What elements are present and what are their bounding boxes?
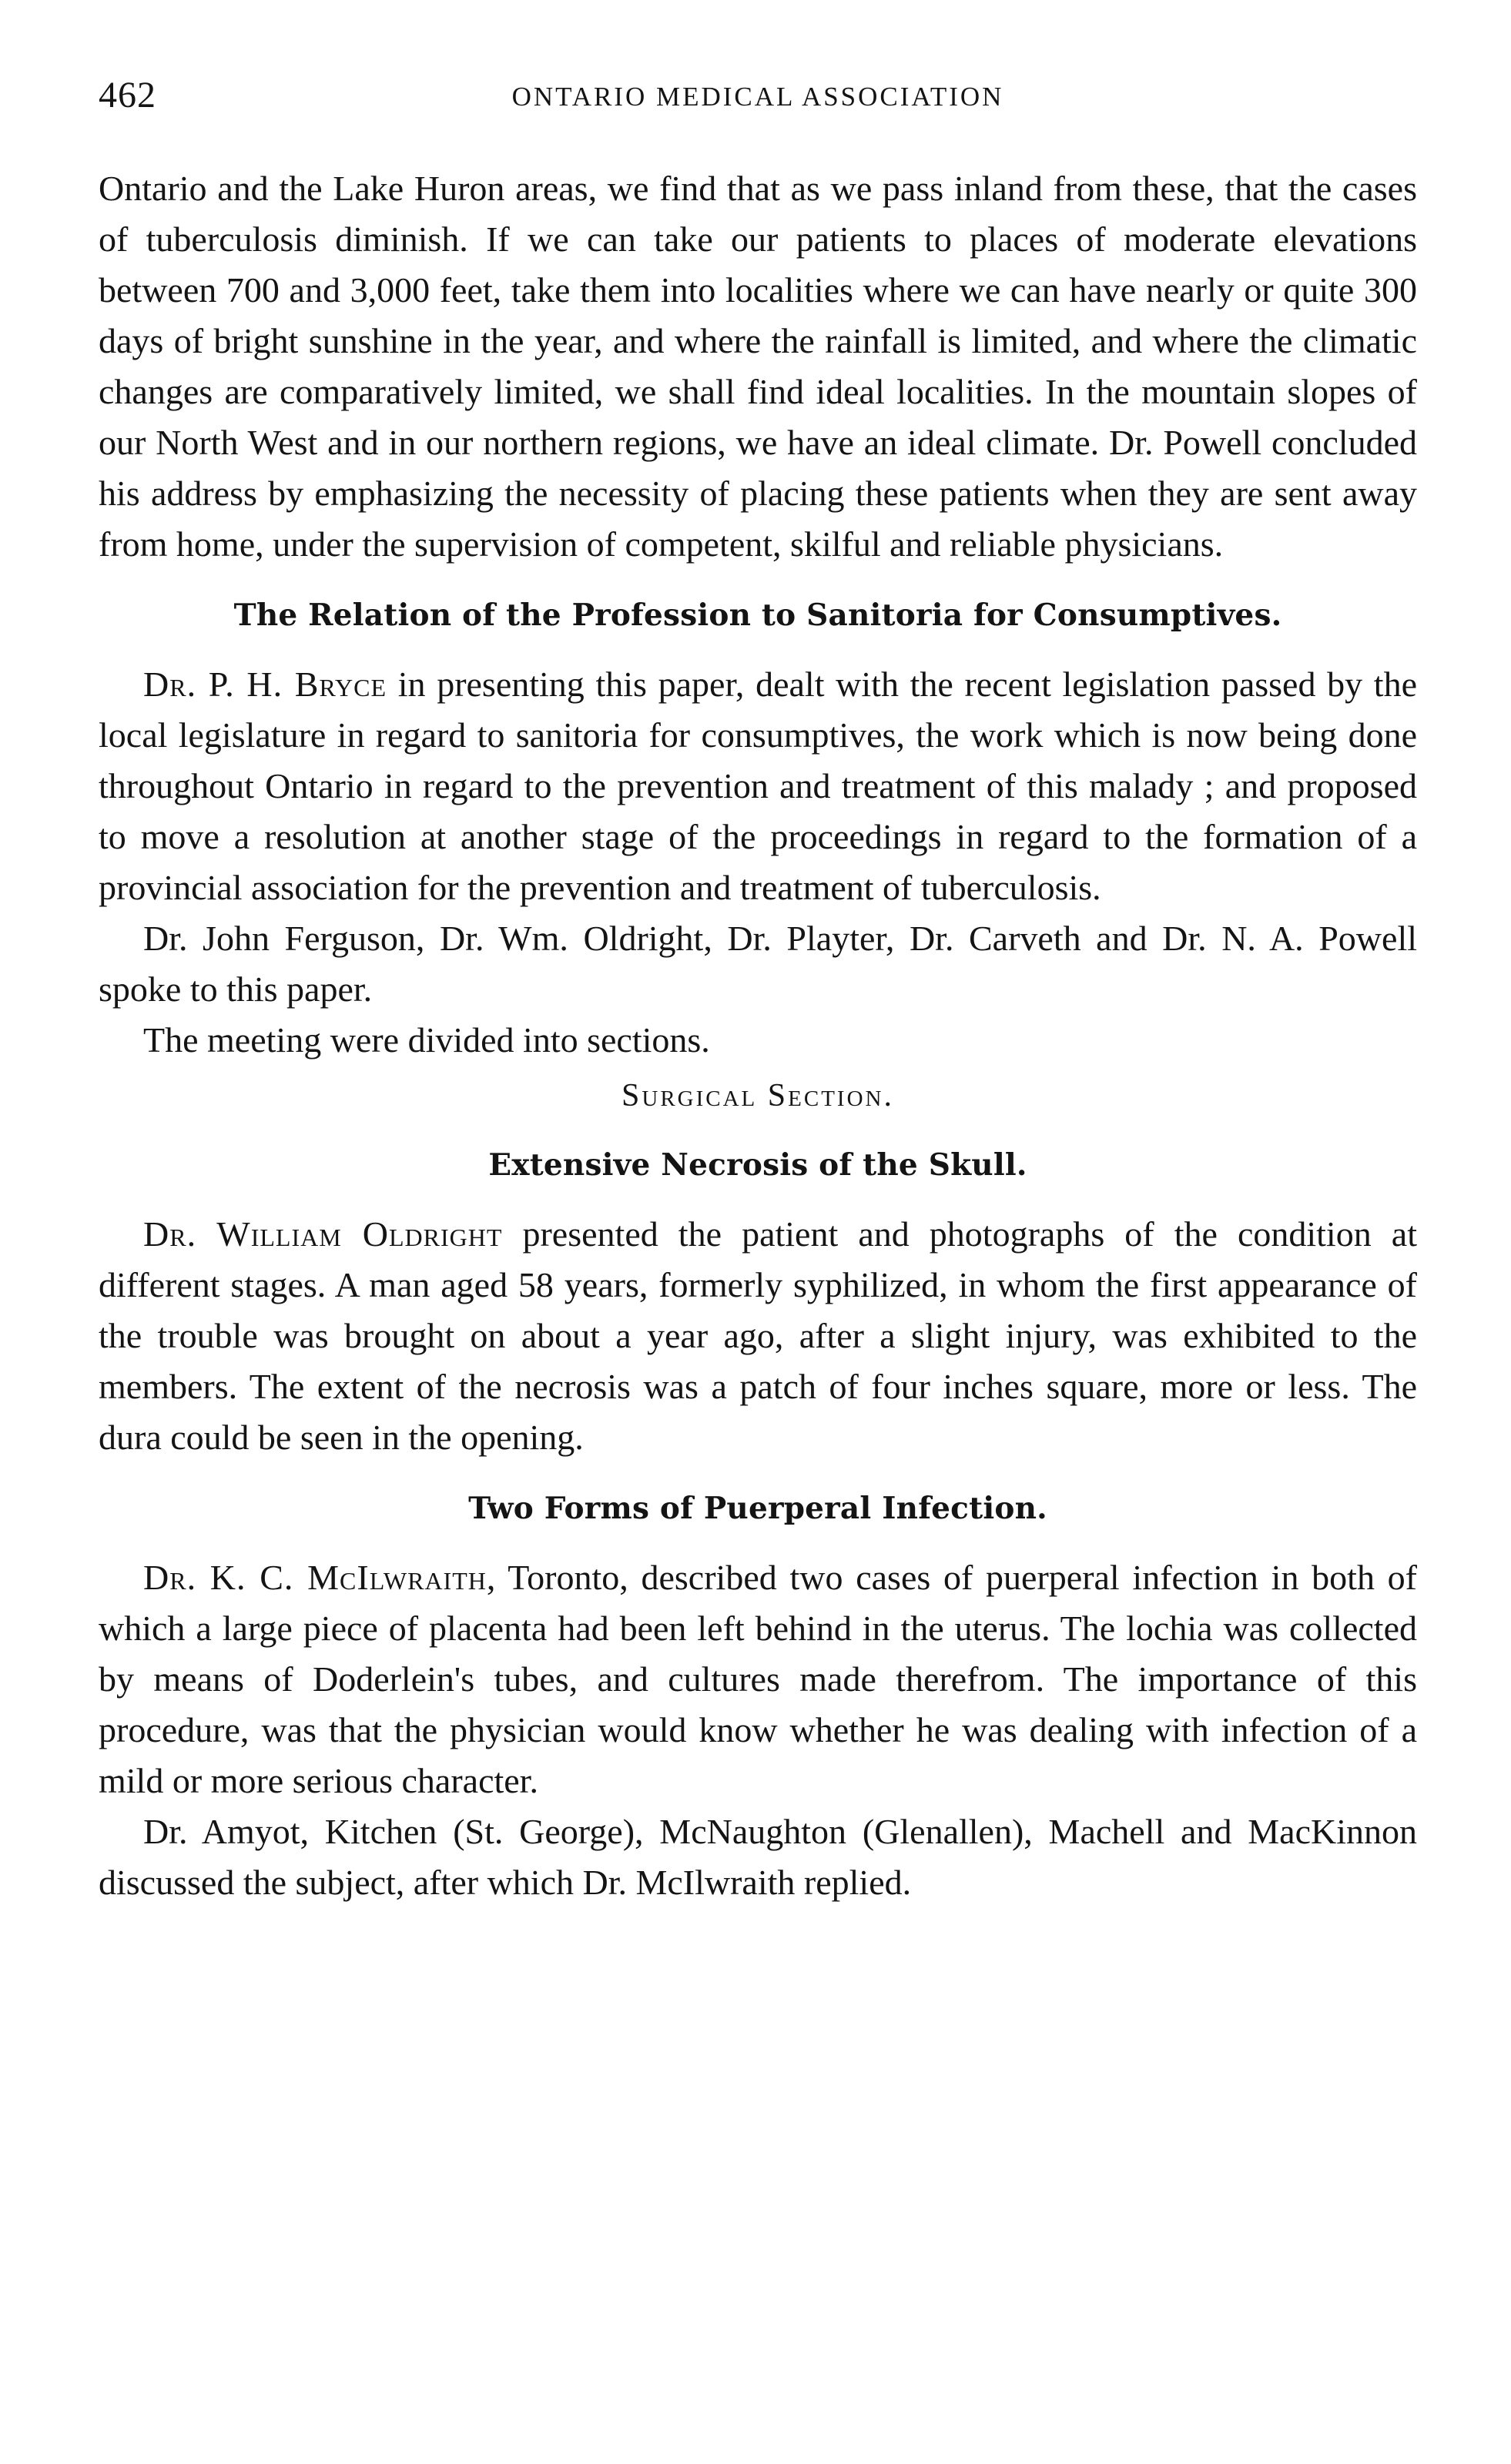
paragraph-discussants: Dr. John Ferguson, Dr. Wm. Oldright, Dr. Playter, Dr. Carveth and Dr. N. A. Powell spoke to this paper. [99,919,1417,1009]
paragraph-oldright-text: presented the patient and photographs of the condition at different stages. A man aged 58 years, formerly syphilized, in whom the first appearance of the trouble was brought on about a year ago, after a slight injury, was exhibited to the members. The extent of the necrosis was a patch of four inches square, more or less. The dura could be seen in the opening. [99,1214,1417,1457]
heading-puerperal-infection: Two Forms of Puerperal Infection. [468,1491,1047,1526]
heading-sanitoria-consumptives: The Relation of the Profession to Sanitoria for Consumptives. [233,598,1282,633]
page-number: 462 [99,75,156,116]
speaker-bryce: Dr. P. H. Bryce [143,665,387,704]
paragraph-oldright-case [99,1209,1417,1463]
paragraph-sections: The meeting were divided into sections. [143,1020,710,1060]
book-page [99,74,1417,1908]
running-head [99,74,1417,136]
paragraph-discussion-reply: Dr. Amyot, Kitchen (St. George), McNaughton (Glenallen), Machell and MacKinnon discussed the subject, after which Dr. McIlwraith replied. [99,1812,1417,1902]
paragraph-bryce-text: in presenting this paper, dealt with the recent legislation passed by the local legislature in regard to sanitoria for consumptives, the work which is now being done throughout Ontario in regard to the prevention and treatment of this malady ; and proposed to move a resolution at another stage of the proceedings in regard to the formation of a provincial association for the prevention and treatment of tuberculosis. [99,665,1418,907]
paragraph-mcilwraith-text: , Toronto, described two cases of puerperal infection in both of which a large piece of placenta had been left behind in the uterus. The lochia was collected by means of Doderlein's tubes, and cultures made therefrom. The importance of this procedure, was that the physician would know whether he was dealing with infection of a mild or more serious character. [99,1558,1418,1800]
heading-necrosis-skull: Extensive Necrosis of the Skull. [488,1147,1027,1183]
paragraph-bryce-paper [99,659,1417,913]
paragraph-tuberculosis-climate: Ontario and the Lake Huron areas, we find that as we pass inland from these, that the cases of tuberculosis diminish. If we can take our patients to places of moderate elevations between 700 and 3,000 feet, take them into localities where we can have nearly or quite 300 days of bright sunshine in the year, and where the rainfall is limited, and where the climatic changes are comparatively limited, we shall find ideal localities. In the mountain slopes of our North West and in our northern regions, we have an ideal climate. Dr. Powell concluded his address by emphasizing the necessity of placing these patients when they are sent away from home, under the supervision of competent, skilful and reliable physicians. [99,169,1417,564]
running-title: ONTARIO MEDICAL ASSOCIATION [511,82,1004,112]
speaker-mcilwraith: Dr. K. C. McIlwraith [143,1558,487,1597]
paragraph-mcilwraith-cases [99,1552,1417,1806]
speaker-oldright: Dr. William Oldright [143,1214,503,1254]
section-label-surgical: Surgical Section. [621,1078,894,1113]
